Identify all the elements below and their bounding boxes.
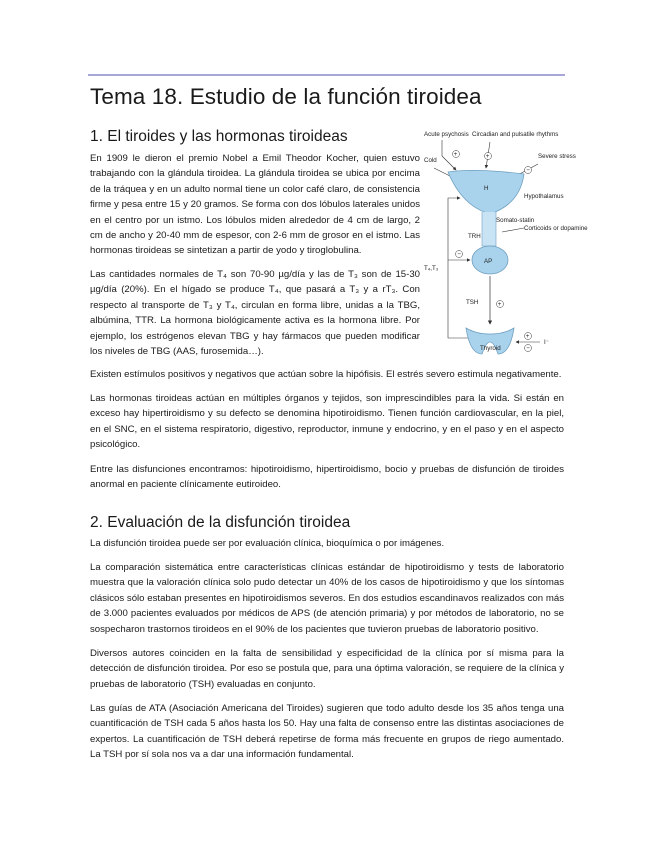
hpt-axis-diagram [420,128,588,368]
plus-sign: + [485,153,490,161]
title-rule [88,74,565,76]
label-cold: Cold [424,157,437,164]
label-hypothalamus: Hypothalamus [524,193,564,200]
label-t4t3: T₄,T₃ [424,265,439,272]
paragraph: Las cantidades normales de T₄ son 70-90 µg/día y las de T₃ son de 15-30 µg/día (20%). En el hígado se produce T₄, que pasará a T₃ y a rT₃. Con respecto al transporte de T₃ y T₄, circulan en forma libre, unidas a la TBG, albúmina, TTR. La hormona biológicamente activa es la hormona libre. Por ejemplo, los estrógenos elevan TBG y hay fármacos que pueden modificar los niveles de TBG (AAS, furosemida…). [90,269,420,358]
plus-sign: + [525,333,530,341]
label-iodide: I⁻ [544,339,549,346]
minus-sign: − [526,167,530,175]
minus-sign: − [457,251,461,259]
hypothalamus-shape [448,170,524,214]
label-trh: TRH [468,233,481,240]
label-h: H [484,185,489,192]
hpt-axis-figure [420,128,588,368]
label-circadian: Circadian and pulsatile rhythms [472,131,559,138]
label-severe-stress: Severe stress [538,153,576,160]
label-acute-psychosis: Acute psychosis [424,131,469,138]
paragraph: Las hormonas tiroideas actúan en múltiples órganos y tejidos, son imprescindibles para la vida. Si están en exceso hay hipertiroidismo y su defecto se denomina hipotiroidismo. Tienen función cardiovascular, en la piel, en el SNC, en el sistema respiratorio, digestivo, reproductor, inmune y endocrino, y en el paso y en el aspecto psicológico. [90,393,564,451]
paragraph: La disfunción tiroidea puede ser por evaluación clínica, bioquímica o por imágenes. [90,538,445,549]
plus-sign: + [497,301,502,309]
paragraph: Las guías de ATA (Asociación Americana del Tiroides) sugieren que todo adulto desde los 35 años tenga una cuantificación de TSH cada 5 años hasta los 50. Hay una falta de consenso entre las distintas asociaciones de expertos. La cuantificación de TSH deberá repetirse de forma más frecuente en grupos de riego aumentado. La TSH por sí sola nos va a dar una información fundamental. [90,703,564,761]
page-title: Tema 18. Estudio de la función tiroidea [90,84,482,109]
paragraph: Diversos autores coinciden en la falta de sensibilidad y especificidad de la clínica por sí misma para la detección de disfunción tiroidea. Por eso se postula que, para una óptima valoración, se requiere de la clínica y pruebas de laboratorio (TSH) evaluadas en conjunto. [90,648,564,690]
section-heading-2: 2. Evaluación de la disfunción tiroidea [90,514,351,531]
label-thyroid: Thyroid [480,345,501,352]
section-heading-1: 1. El tiroides y las hormonas tiroideas [90,128,348,145]
label-tsh: TSH [466,299,479,306]
paragraph: La comparación sistemática entre características clínicas estándar de hipotiroidismo y tests de laboratorio muestra que la valoración clínica solo pudo detectar un 40% de los casos de hipotiroidismo y que los síntomas clásicos sólo estaban presentes en hipotiroidismos severos. En dos estudios escandinavos realizados con más de 3.000 pacientes evaluados por médicos de APS (de atención primaria) y por métodos de laboratorio, no se sospecharon trastornos tiroideos en el 90% de los pacientes que tuvieron pruebas de laboratorio positivo. [90,562,564,635]
paragraph: Entre las disfunciones encontramos: hipotiroidismo, hipertiroidismo, bocio y pruebas de disfunción de tiroides anormal en paciente clínicamente eutiroideo. [90,464,564,491]
feedback-line-hypothalamus [448,198,468,338]
pituitary-stalk [482,212,496,246]
plus-sign: + [453,151,458,159]
corticoid-line [502,228,524,232]
label-corticoids: Corticoids or dopamine [524,225,588,232]
paragraph: Existen estímulos positivos y negativos que actúan sobre la hipófisis. El estrés severo estimula negativamente. [90,369,562,380]
minus-sign: − [526,345,530,353]
label-somatostatin: Somato-statin [496,217,535,224]
paragraph: En 1909 le dieron el premio Nobel a Emil Theodor Kocher, quien estuvo trabajando con la glándula tiroidea. La glándula tiroidea se ubica por encima de la tráquea y en un adulto normal tiene un color café claro, de consistencia firme y pesa entre 15 y 20 gramos. Se forma con dos lóbulos laterales unidos en el centro por un istmo. Los lóbulos miden alrededor de 4 cm de largo, 2 cm de ancho y 20-40 mm de espesor, con 2-6 mm de grosor en el istmo. Las hormonas tiroideas se sintetizan a partir de yodo y tiroglobulina. [90,153,420,257]
label-ap: AP [484,258,493,265]
